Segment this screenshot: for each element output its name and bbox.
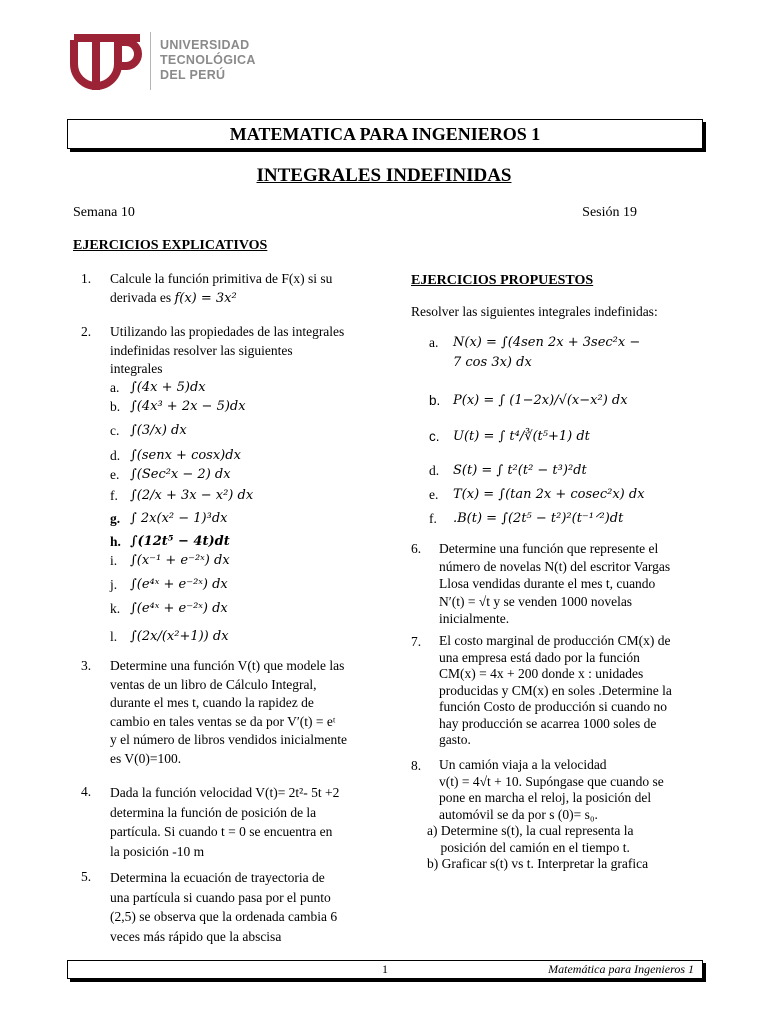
footer-course: Matemática para Ingenieros 1 [548,962,694,976]
item-letter: k. [110,601,121,616]
explicativos-heading: EJERCICIOS EXPLICATIVOS [73,238,268,253]
logo-separator [150,32,151,90]
list-item [110,417,380,447]
item-letter: d. [110,448,121,463]
line: automóvil se da por s (0)= s₀. [439,806,598,822]
item-letter: l. [110,629,118,644]
list-item [429,354,719,392]
line: y el número de libros vendidos inicialmente [110,732,347,747]
line: Determine una función V(t) que modele las [110,658,345,673]
math: S(t) = ∫ t²(t² − t³)²dt [453,463,587,478]
exercise-text [110,657,385,768]
math: ∫(12t⁵ − 4t)dt [130,534,230,549]
line: posición del camión en el tiempo t. [427,839,630,855]
item-letter: d. [429,463,440,478]
line: determina la función de posición de la [110,804,317,820]
line: derivada es [110,289,175,305]
math: ∫(e⁴ˣ + e⁻²ˣ) dx [130,601,228,616]
exercise-number: 5. [81,869,92,884]
line: v(t) = 4√t + 10. Supóngase que cuando se [439,773,664,789]
item-letter: c. [429,429,440,444]
utp-logo [70,30,256,94]
item-letter: e. [110,467,120,482]
line: Un camión viaja a la velocidad [439,757,607,772]
line: El costo marginal de producción CM(x) de [439,633,671,648]
line: (2,5) se observa que la ordenada cambia 6 [110,909,338,924]
math: P(x) = ∫ (1−2x)/√(x−x²) dx [453,393,628,408]
line: Calcule la función primitiva de F(x) si su [110,271,333,286]
exercise-number: 7. [411,634,422,649]
exercise-1 [81,270,381,310]
propuestos-heading: EJERCICIOS PROPUESTOS [411,273,594,288]
list-item [429,462,719,486]
math: ∫(2/x + 3x − x²) dx [130,488,254,503]
line: pone en marcha el reloj, la posición del [439,790,652,805]
item-letter: g. [110,511,121,526]
item-letter: a. [110,380,120,395]
list-item [110,398,380,417]
exercise-number: 1. [81,271,92,286]
exercise-text [110,270,332,308]
list-item [429,486,719,510]
math: ∫(4x + 5)dx [130,380,206,395]
line: Llosa vendidas durante el mes t, cuando [439,576,656,591]
exercise-text [439,633,705,749]
exercise-number: 3. [81,658,92,673]
list-item [110,466,380,487]
line: N′(t) = √t y se venden 1000 novelas [439,593,633,609]
math: ∫(4x³ + 2x − 5)dx [130,399,246,414]
math: f(x) = 3x² [174,290,237,306]
list-item [429,510,719,534]
item-letter: c. [110,423,120,438]
list-item [110,447,380,466]
item-letter: h. [110,534,121,549]
item-letter: f. [429,511,437,526]
list-item [429,334,719,354]
line: función Costo de producción si cuando no [439,699,667,714]
line: indefinidas resolver las siguientes [110,342,293,358]
math: ∫(senx + cosx)dx [130,448,241,463]
line: partícula. Si cuando t = 0 se encuentra en [110,824,333,839]
item-letter: j. [110,577,118,592]
exercise-text [439,757,705,823]
math: U(t) = ∫ t⁴/∛(t⁵+1) dt [453,429,590,444]
exercise-text [110,323,380,379]
item-letter: f. [110,488,118,503]
math: N(x) = ∫(4sen 2x + 3sec²x − [453,335,641,350]
list-item [429,392,719,428]
line: Determina la ecuación de trayectoria de [110,870,325,885]
list-item [110,379,380,398]
exercise-subitems [427,823,707,873]
list-item [110,533,380,552]
exercise-text [439,540,705,628]
item-letter: a. [429,335,439,350]
list-item [110,552,380,576]
line: b) Graficar s(t) vs t. Interpretar la grafica [427,856,649,871]
line: cambio en tales ventas se da por V′(t) = eᵗ [110,713,336,729]
utp-logo-icon [70,30,142,94]
exercise-number: 6. [411,541,422,556]
propuestos-intro: Resolver las siguientes integrales indefinidas: [411,304,658,319]
page-subtitle: INTEGRALES INDEFINIDAS [256,165,512,186]
math: ∫(x⁻¹ + e⁻²ˣ) dx [130,553,230,568]
math: ∫(2x/(x²+1)) dx [130,629,229,644]
math: ∫ 2x(x² − 1)³dx [130,511,228,526]
list-item [429,428,719,462]
line: Dada la función velocidad V(t)= 2t²- 5t +2 [110,785,340,800]
math: T(x) = ∫(tan 2x + cosec²x) dx [453,487,645,502]
exercise-text [110,868,385,946]
math: ∫(3/x) dx [130,423,187,438]
line: la posición -10 m [110,843,205,859]
exercise-number: 2. [81,324,92,339]
page-footer [67,960,703,979]
exercise-number: 8. [411,758,422,773]
item-letter: e. [429,487,439,502]
line: integrales [110,361,163,376]
proposed-integral-list [429,334,719,534]
math: 7 cos 3x) dx [453,355,532,370]
week-label: Semana 10 [73,205,135,220]
math: .B(t) = ∫(2t⁵ − t²)²(t⁻¹ᐟ²)dt [453,511,624,526]
line: veces más rápido que la abscisa [110,928,282,944]
line: durante el mes t, cuando la rapidez de [110,695,314,710]
item-letter: b. [429,393,441,408]
math: ∫(Sec²x − 2) dx [130,467,231,482]
line: CM(x) = 4x + 200 donde x : unidades [439,666,644,681]
exercise-2 [81,323,381,663]
line: ventas de un libro de Cálculo Integral, [110,676,317,692]
logo-text: UNIVERSIDAD TECNOLÓGICA DEL PERÚ [160,38,256,82]
item-letter: b. [110,399,121,414]
line: número de novelas N(t) del escritor Vargas [439,558,671,574]
page-number: 1 [382,962,388,976]
integral-list [110,379,380,652]
list-item [110,510,380,533]
math: ∫(e⁴ˣ + e⁻²ˣ) dx [130,577,228,592]
line: gasto. [439,732,471,747]
page-title: MATEMATICA PARA INGENIEROS 1 [67,119,703,149]
list-item [110,600,380,628]
list-item [110,576,380,600]
line: una partícula si cuando pasa por el punto [110,889,331,905]
line: inicialmente. [439,611,510,626]
line: es V(0)=100. [110,750,182,766]
line: Utilizando las propiedades de las integrales [110,324,345,339]
line: a) Determine s(t), la cual representa la [427,823,634,838]
item-letter: i. [110,553,118,568]
list-item [110,487,380,510]
list-item [110,628,380,652]
line: Determine una función que represente el [439,541,659,556]
line: una empresa está dado por la función [439,649,640,665]
session-label: Sesión 19 [582,205,637,220]
line: producidas y CM(x) en soles .Determine la [439,682,672,698]
exercise-text [110,783,385,861]
exercise-number: 4. [81,784,92,799]
line: hay producción se acarrea 1000 soles de [439,715,657,731]
